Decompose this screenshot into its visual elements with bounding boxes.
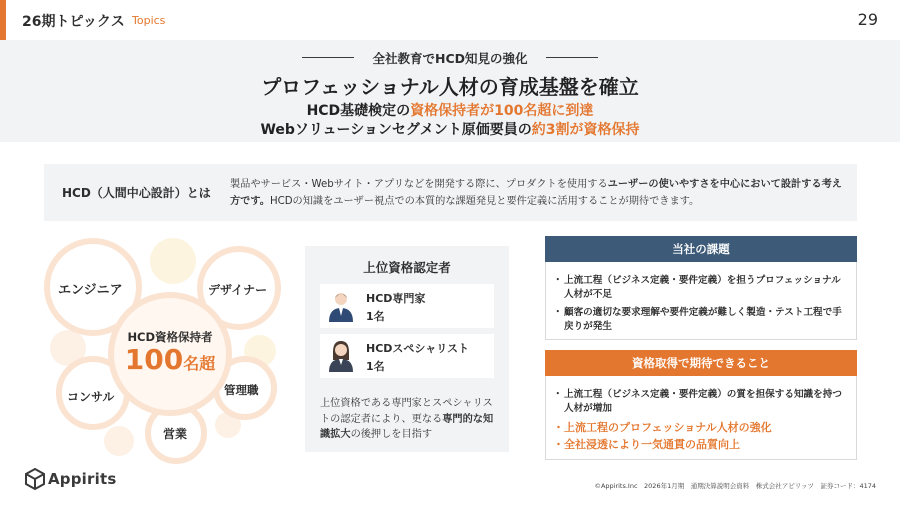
section-title: 26期トピックス	[22, 14, 125, 30]
banner-subline-1	[0, 100, 900, 120]
hcd-definition-label: HCD（人間中心設計）とは	[62, 186, 211, 200]
expectation-highlight-1: ・ 上流工程のプロフェッショナル人材の強化	[556, 421, 850, 435]
holders-unit: 名超	[183, 354, 216, 373]
certified-count-2: 1名	[366, 360, 385, 373]
certified-card-specialist	[320, 334, 494, 378]
holders-number: 100	[124, 343, 184, 376]
certified-count-1: 1名	[366, 310, 385, 323]
expectation-highlight-2: ・ 全社浸透により一気通貫の品質向上	[556, 438, 850, 452]
role-designer: デザイナー	[208, 283, 268, 297]
hcd-definition-text	[230, 176, 845, 210]
certified-card-expert	[320, 284, 494, 328]
definition-text-a: 製品やサービス・Webサイト・アプリなどを開発する際に、プロダクトを使用する	[230, 179, 608, 190]
appirits-logo-icon	[24, 468, 46, 490]
certified-name-1: HCD専門家	[366, 292, 426, 305]
subline-2-highlight: 約3割が資格保持	[531, 122, 640, 138]
banner-subline-2	[0, 119, 900, 139]
subline-2-text: Webソリューションセグメント原価要員の	[260, 122, 532, 138]
role-engineer: エンジニア	[58, 283, 123, 298]
holders-center-number	[112, 343, 228, 376]
decor-circle-5	[104, 426, 134, 456]
holders-center-label: HCD資格保持者	[127, 330, 213, 344]
banner-kicker: 全社教育でHCD知見の強化	[372, 51, 528, 66]
issues-box	[545, 236, 857, 340]
hcd-definition-box	[44, 164, 857, 221]
definition-text-c: HCDの知識をユーザー視点での本質的な課題発見と要件定義に活用することが期待できます。	[269, 196, 700, 207]
header-accent-bar	[0, 0, 6, 40]
certified-title: 上位資格認定者	[363, 260, 451, 275]
certified-note-a: 上位資格である専門家とスペシャリストの認定者により、更なる	[320, 398, 493, 425]
role-consultant: コンサル	[67, 390, 115, 404]
issues-title: 当社の課題	[545, 236, 857, 262]
certified-panel	[305, 246, 509, 452]
expectation-item-1: ・ 上流工程（ビジネス定義・要件定義）の質を担保する知識を持つ人材が増加	[556, 388, 850, 416]
expectations-title: 資格取得で期待できること	[545, 350, 857, 376]
female-person-icon	[326, 340, 356, 372]
certified-note	[320, 396, 500, 443]
decor-circle-1	[150, 238, 196, 284]
subline-1-highlight: 資格保持者が100名超に到達	[410, 103, 594, 119]
issue-item-2: ・ 顧客の適切な要求理解や要件定義が難しく製造・テスト工程で手戻りが発生	[556, 306, 850, 334]
expectations-box	[545, 350, 857, 460]
section-subtitle: Topics	[132, 14, 166, 27]
certified-note-bold: 専門的な知識拡大	[320, 413, 494, 440]
banner-headline: プロフェッショナル人材の育成基盤を確立	[261, 75, 639, 99]
page-number: 29	[857, 10, 878, 29]
certified-note-c: の後押しを目指す	[350, 429, 433, 440]
role-sales: 営業	[163, 427, 188, 441]
male-person-icon	[326, 290, 356, 322]
role-manager: 管理職	[224, 383, 259, 397]
issue-item-1: ・ 上流工程（ビジネス定義・要件定義）を担うプロフェッショナル人材が不足	[556, 274, 850, 302]
footer-text: ©Appirits.Inc 2026年1月期 通期決算説明会資料 株式会社アピリッツ 証券コード：4174	[594, 482, 876, 490]
definition-text-bold: ユーザーの使いやすさを中心において設計する考え方です。	[230, 179, 842, 207]
appirits-logo-text: Appirits	[48, 470, 117, 488]
subline-1-text: HCD基礎検定の	[306, 103, 411, 119]
certified-name-2: HCDスペシャリスト	[366, 342, 469, 355]
